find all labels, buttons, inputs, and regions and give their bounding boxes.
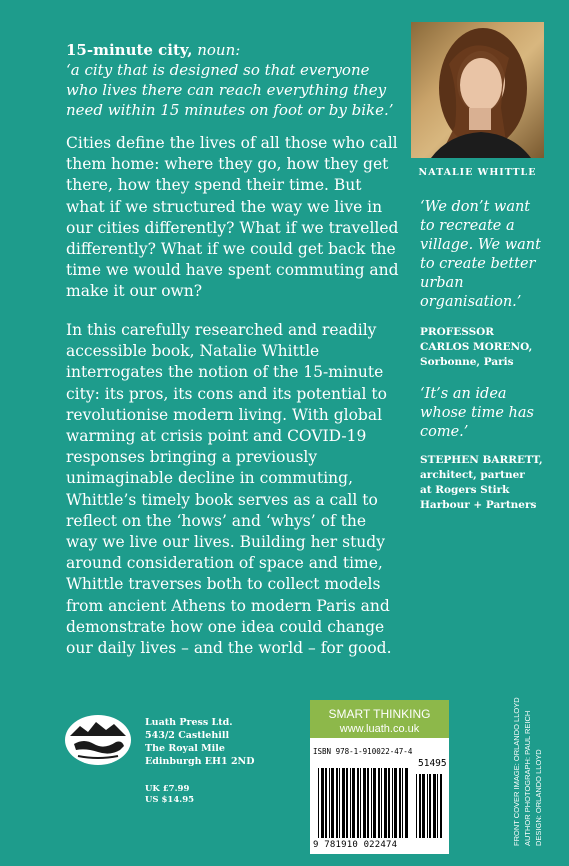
publisher-address <box>145 716 254 768</box>
quote-2-attribution-line: at Rogers Stirk <box>420 484 510 496</box>
barcode-bar <box>371 768 372 838</box>
barcode-bar <box>437 774 438 838</box>
barcode-bar <box>342 768 345 838</box>
barcode-bar <box>392 768 393 838</box>
barcode-bar <box>357 768 359 838</box>
isbn-number: ISBN 978-1-910022-47-4 <box>313 747 413 756</box>
blurb-paragraph-1: Cities define the lives of all those who call them home: where they go, how they get there, how they spend their time. But what if we structured the way we live in our cities differently? What if we travelled differently? What if we could get back the time we would have spent commuting and make it our own? <box>66 134 399 301</box>
barcode-bar <box>384 768 387 838</box>
barcode-bar <box>367 768 369 838</box>
definition-part-of-speech: noun: <box>197 41 241 59</box>
series-banner <box>310 700 449 738</box>
publisher-address-line: Edinburgh EH1 2ND <box>145 756 255 767</box>
barcode-bar <box>440 774 442 838</box>
quote-2-attribution-line: STEPHEN BARRETT, <box>420 454 543 466</box>
barcode-bar <box>416 774 417 838</box>
barcode-bar <box>405 768 408 838</box>
barcode-bar <box>419 774 421 838</box>
quote-1-text: ‘We don’t want to recreate a village. We want to create better urban organisation.’ <box>420 199 541 310</box>
quote-1-attribution <box>420 325 550 370</box>
barcode-bar <box>329 768 330 838</box>
series-name: SMART THINKING <box>328 707 431 721</box>
barcode-number: 9 781910 022474 <box>313 840 398 850</box>
definition-term: 15-minute city, <box>66 41 193 59</box>
price-us: US $14.95 <box>145 795 195 805</box>
credit-line: DESIGN: ORLANDO LLOYD <box>534 749 543 846</box>
barcode-bar <box>352 768 355 838</box>
barcode-bar <box>321 768 324 838</box>
definition-block <box>66 40 396 120</box>
blurb-paragraph-2: In this carefully researched and readily accessible book, Natalie Whittle interrogates the notion of the 15-minute city: its pros, its cons and its potential to revolutionise modern living. With global warming at crisis point and COVID-19 responses bringing a previously unimaginable decline in commuting, Whittle’s timely book serves as a call to reflect on the ‘hows’ and ‘whys’ of the way we live our lives. Building her study around consideration of space and time, Whittle traverses both to collect models from ancient Athens to modern Paris and demonstrate how one idea could change our daily lives – and the world – for good. <box>66 321 392 658</box>
barcode-bar <box>325 768 327 838</box>
quote-2-attribution-line: Harbour + Partners <box>420 499 537 511</box>
publisher-url: www.luath.co.uk <box>339 723 420 735</box>
quote-1-attribution-line: Sorbonne, Paris <box>420 356 514 368</box>
quote-1-attribution-line: CARLOS MORENO, <box>420 341 533 353</box>
barcode-bar <box>429 774 431 838</box>
barcode-bar <box>394 768 397 838</box>
barcode-bar <box>360 768 361 838</box>
barcode-bar <box>399 768 401 838</box>
isbn-barcode-box <box>310 700 449 854</box>
price-block <box>145 784 194 806</box>
barcode-bar <box>378 768 380 838</box>
barcode-bar <box>388 768 390 838</box>
quote-1-attribution-line: PROFESSOR <box>420 326 495 338</box>
barcode-price-code: 51495 <box>418 758 447 769</box>
barcode-bar <box>346 768 348 838</box>
barcode-bar <box>402 768 403 838</box>
price-uk: UK £7.99 <box>145 784 190 794</box>
quote-2-attribution <box>420 453 550 513</box>
barcode-bar <box>350 768 351 838</box>
quote-2-attribution-line: architect, partner <box>420 469 525 481</box>
barcode-bar <box>381 768 382 838</box>
barcode-graphic <box>312 762 446 838</box>
definition-meaning: ‘a city that is designed so that everyone who lives there can reach everything they need within 15 minutes on foot or by bike.’ <box>66 61 394 119</box>
author-photo <box>411 22 544 158</box>
barcode-bars-addon <box>416 774 442 838</box>
quote-2-text: ‘It’s an idea whose time has come.’ <box>420 386 534 440</box>
publisher-logo-icon <box>64 714 132 766</box>
barcode-bar <box>336 768 338 838</box>
barcode-bars-main <box>318 768 408 838</box>
barcode-bar <box>373 768 376 838</box>
image-credits <box>511 697 544 846</box>
barcode-bar <box>363 768 366 838</box>
barcode-bar <box>331 768 334 838</box>
author-caption: NATALIE WHITTLE <box>418 167 537 178</box>
publisher-address-line: 543/2 Castlehill <box>145 730 230 741</box>
credit-line: FRONT COVER IMAGE: ORLANDO LLOYD <box>512 697 521 846</box>
credit-line: AUTHOR PHOTOGRAPH: PAUL REICH <box>523 710 532 846</box>
publisher-address-line: The Royal Mile <box>145 743 225 754</box>
barcode-bar <box>318 768 319 838</box>
barcode-bar <box>422 774 425 838</box>
barcode-bar <box>427 774 428 838</box>
publisher-address-line: Luath Press Ltd. <box>145 717 233 728</box>
barcode-bar <box>433 774 436 838</box>
barcode-bar <box>339 768 340 838</box>
